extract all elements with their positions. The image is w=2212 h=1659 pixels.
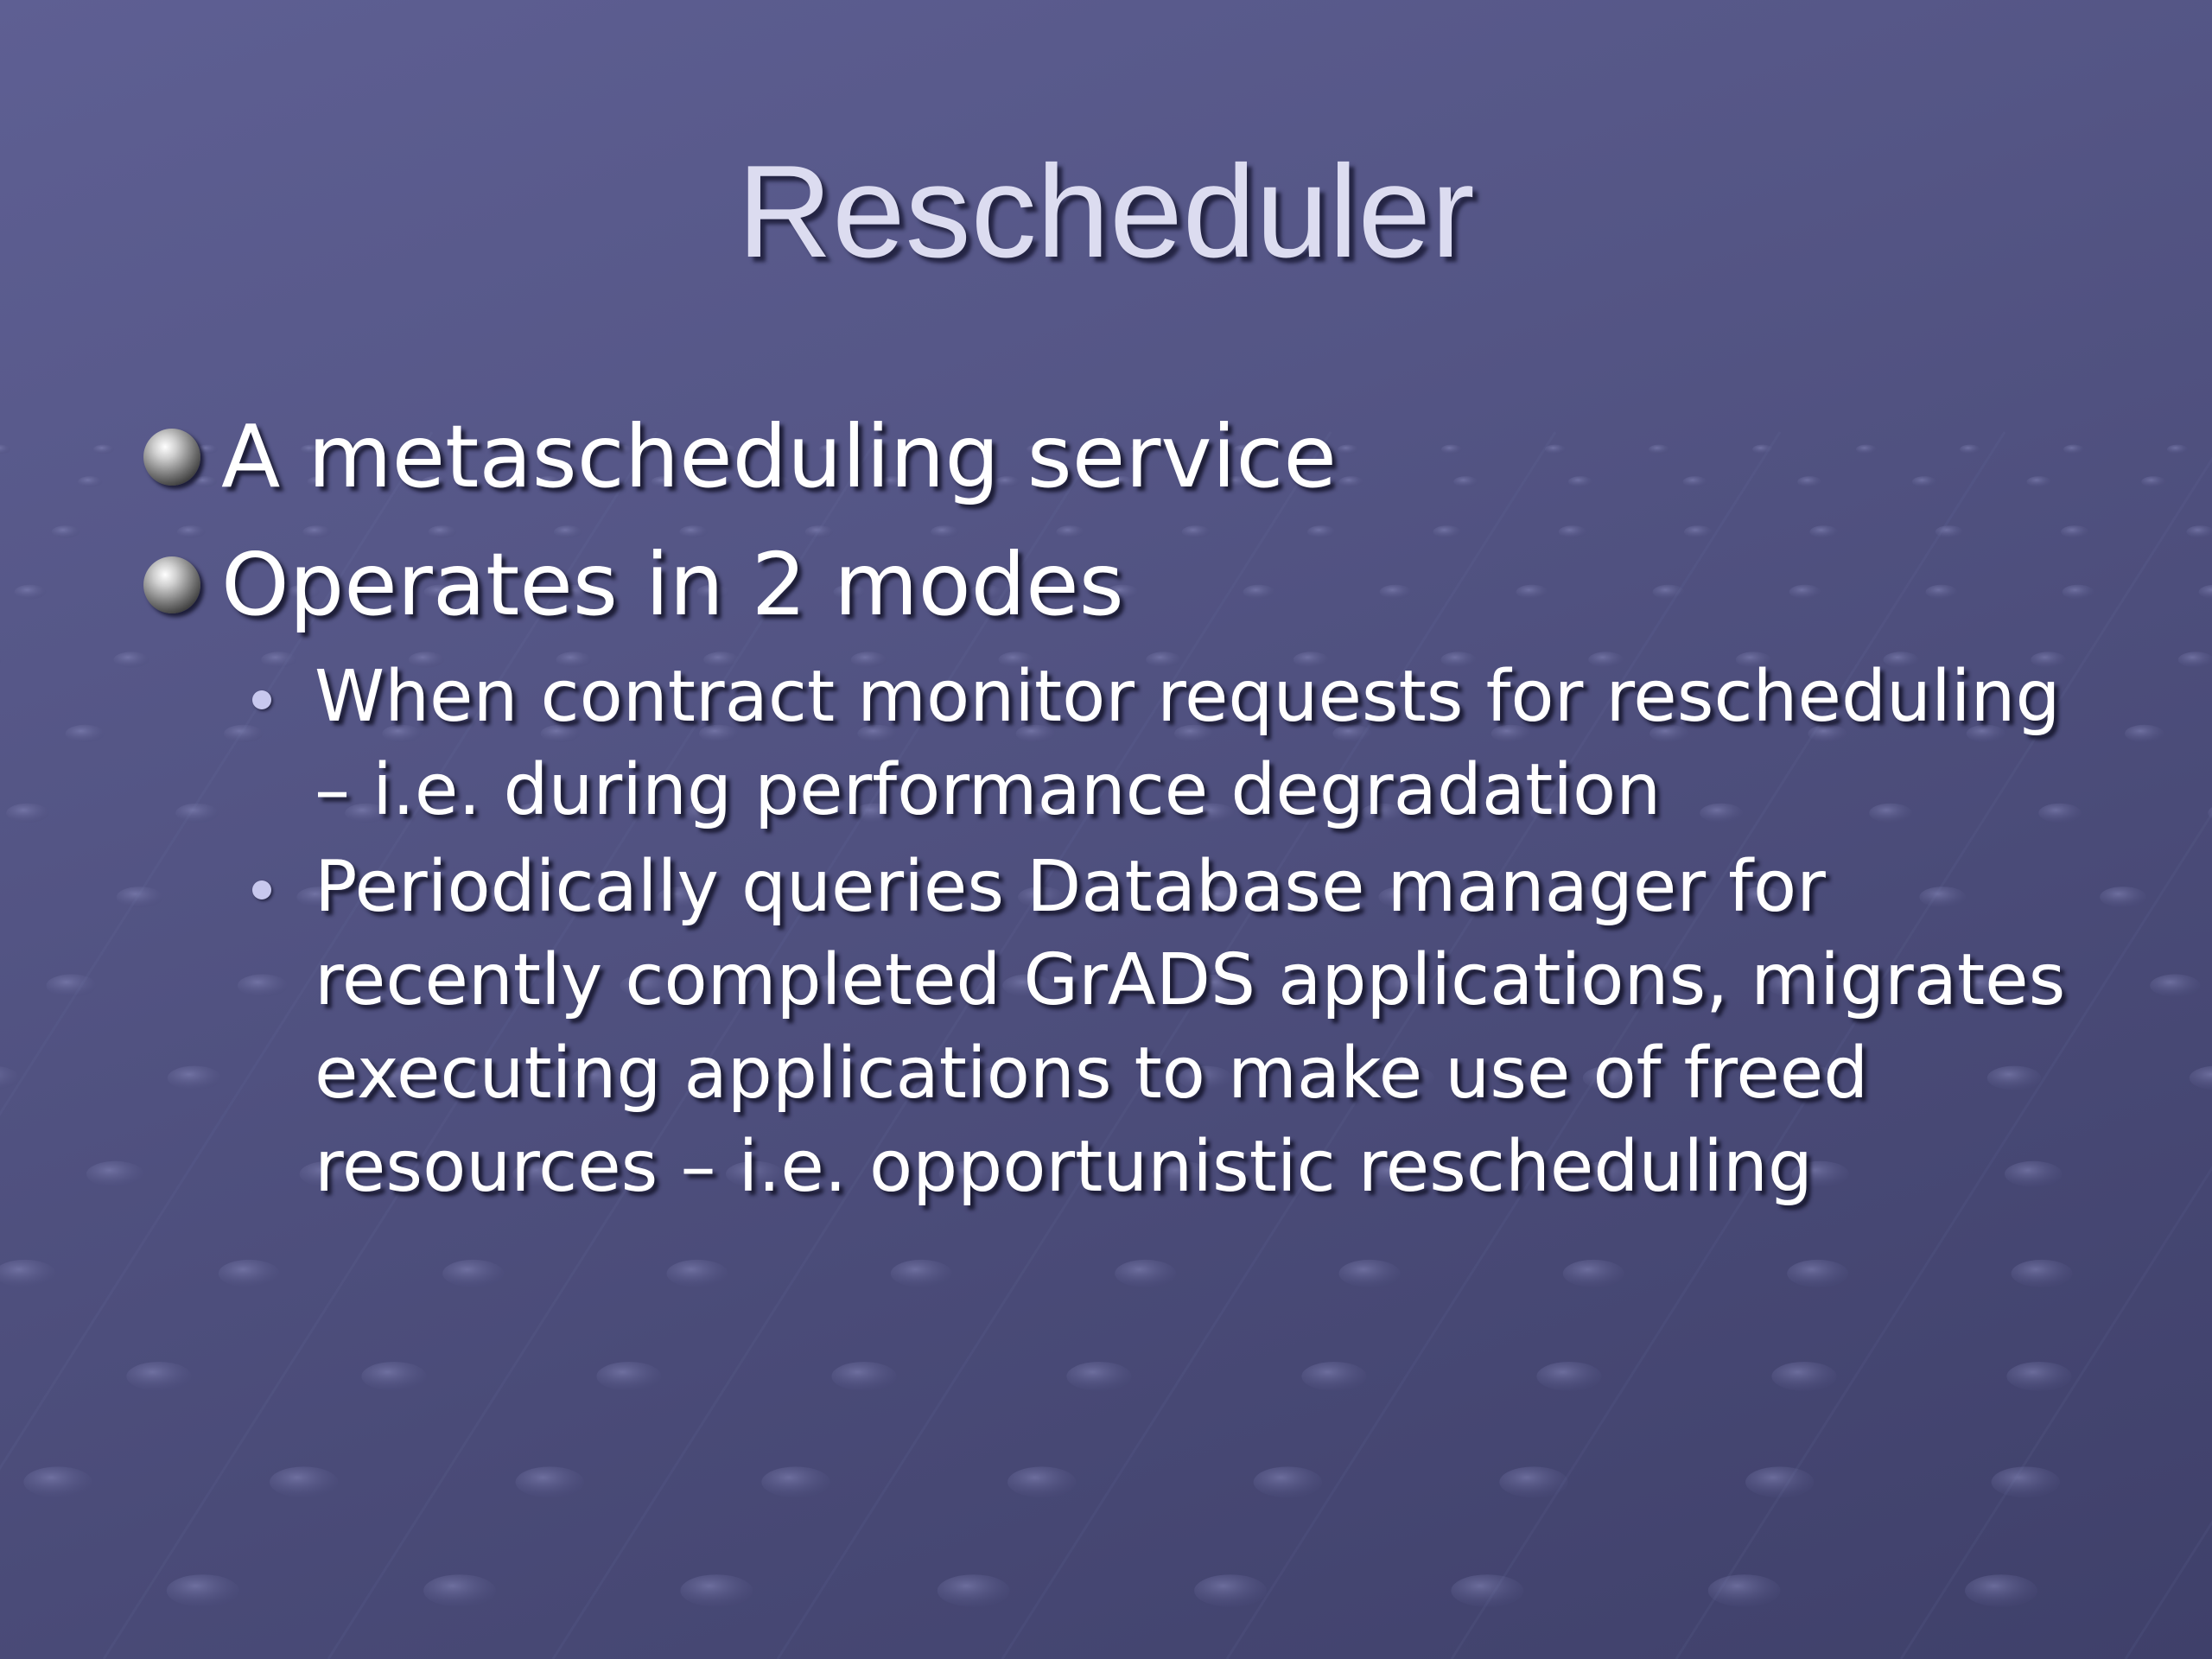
bullet-item: [138, 393, 2108, 521]
bullet-list: [138, 393, 2108, 1214]
dot-bullet-icon: [252, 880, 271, 899]
sphere-bullet-icon: [143, 556, 200, 613]
sub-bullet-item: [315, 651, 2069, 837]
sub-bullet-item: [315, 841, 2069, 1214]
sub-bullet-text: Periodically queries Database manager for recently completed GrADS applications, migrates executing applications to make use of freed resources – i.e. opportunistic rescheduling: [315, 846, 2066, 1208]
dot-bullet-icon: [252, 690, 271, 709]
sphere-bullet-icon: [143, 429, 200, 486]
sub-bullet-text: When contract monitor requests for rescheduling – i.e. during performance degradation: [315, 656, 2061, 831]
slide-title: Rescheduler: [737, 138, 1475, 285]
bullet-item: [138, 521, 2108, 649]
bullet-text: Operates in 2 modes: [221, 534, 1124, 635]
bullet-text: A metascheduling service: [221, 406, 1337, 507]
